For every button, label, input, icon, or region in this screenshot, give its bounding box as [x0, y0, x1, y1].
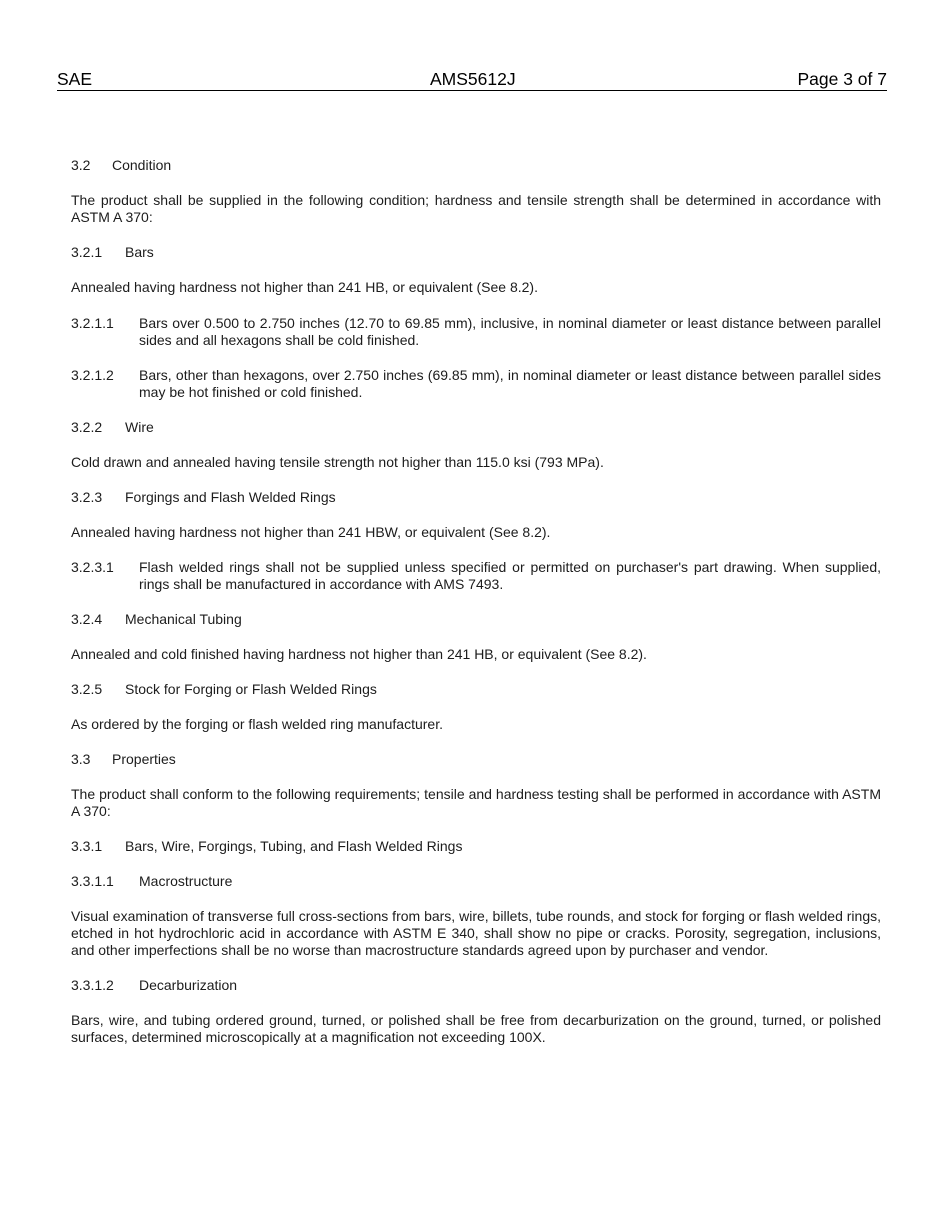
- document-body: [71, 155, 881, 1046]
- section-number: 3.2.1.2: [71, 367, 114, 383]
- section-title: Decarburization: [139, 977, 238, 993]
- section-title: Wire: [125, 419, 154, 435]
- paragraph: Cold drawn and annealed having tensile strength not higher than 115.0 ksi (793 MPa).: [71, 454, 604, 470]
- paragraph: Annealed having hardness not higher than 241 HB, or equivalent (See 8.2).: [71, 279, 538, 295]
- paragraph: The product shall conform to the following requirements; tensile and hardness testing shall be performed in accordance with ASTM A 370:: [71, 786, 881, 819]
- section-number: 3.3.1.1: [71, 873, 114, 889]
- section-number: 3.3.1: [71, 838, 103, 854]
- section-number: 3.2.1: [71, 244, 103, 260]
- section-title: Bars, Wire, Forgings, Tubing, and Flash Welded Rings: [125, 838, 463, 854]
- subsection-3-2-3-1: [71, 559, 881, 593]
- paragraph: Bars, wire, and tubing ordered ground, turned, or polished shall be free from decarburization on the ground, turned, or polished surfaces, determined microscopically at a magnification not exceeding 100X.: [71, 1012, 881, 1045]
- paragraph: Visual examination of transverse full cross-sections from bars, wire, billets, tube rounds, and stock for forging or flash welded rings, etched in hot hydrochloric acid in accordance with ASTM E 340, shall show no pipe or cracks. Porosity, segregation, inclusions, and other imperfections shall be no worse than macrostructure standards agreed upon by purchaser and vendor.: [71, 908, 881, 958]
- section-heading-3-2-3: [71, 489, 881, 506]
- paragraph: Annealed having hardness not higher than 241 HBW, or equivalent (See 8.2).: [71, 524, 551, 540]
- section-heading-3-3-1-2: [71, 977, 881, 994]
- section-heading-3-3-1: [71, 838, 881, 855]
- section-heading-3-2-1: [71, 244, 881, 261]
- header-doc-number: AMS5612J: [430, 69, 516, 89]
- subsection-text: Bars over 0.500 to 2.750 inches (12.70 to 69.85 mm), inclusive, in nominal diameter or least distance between parallel sides and all hexagons shall be cold finished.: [139, 315, 881, 348]
- section-heading-3-3: [71, 751, 881, 768]
- paragraph: The product shall be supplied in the following condition; hardness and tensile strength shall be determined in accordance with ASTM A 370:: [71, 192, 881, 225]
- section-title: Bars: [125, 244, 154, 260]
- section-title: Mechanical Tubing: [125, 611, 242, 627]
- section-number: 3.3.1.2: [71, 977, 114, 993]
- section-number: 3.2: [71, 157, 91, 173]
- section-title: Properties: [112, 751, 176, 767]
- paragraph: As ordered by the forging or flash welded ring manufacturer.: [71, 716, 443, 732]
- section-title: Macrostructure: [139, 873, 233, 889]
- header-org: SAE: [57, 69, 93, 89]
- section-title: Condition: [112, 157, 172, 173]
- subsection-3-2-1-2: [71, 367, 881, 401]
- section-number: 3.2.1.1: [71, 315, 114, 331]
- section-number: 3.3: [71, 751, 91, 767]
- section-heading-3-2-4: [71, 611, 881, 628]
- section-number: 3.2.4: [71, 611, 103, 627]
- paragraph: Annealed and cold finished having hardness not higher than 241 HB, or equivalent (See 8.2).: [71, 646, 647, 662]
- section-number: 3.2.3: [71, 489, 103, 505]
- section-number: 3.2.3.1: [71, 559, 114, 575]
- section-heading-3-3-1-1: [71, 873, 881, 890]
- section-number: 3.2.2: [71, 419, 103, 435]
- header-page-number: Page 3 of 7: [797, 69, 887, 89]
- section-heading-3-2-2: [71, 419, 881, 436]
- section-number: 3.2.5: [71, 681, 103, 697]
- section-heading-3-2-5: [71, 681, 881, 698]
- section-title: Forgings and Flash Welded Rings: [125, 489, 336, 505]
- subsection-3-2-1-1: [71, 315, 881, 349]
- subsection-text: Bars, other than hexagons, over 2.750 inches (69.85 mm), in nominal diameter or least distance between parallel sides may be hot finished or cold finished.: [139, 367, 881, 400]
- section-heading-3-2: [71, 157, 881, 174]
- section-title: Stock for Forging or Flash Welded Rings: [125, 681, 377, 697]
- page-header: [57, 68, 887, 91]
- subsection-text: Flash welded rings shall not be supplied unless specified or permitted on purchaser's part drawing. When supplied, rings shall be manufactured in accordance with AMS 7493.: [139, 559, 881, 592]
